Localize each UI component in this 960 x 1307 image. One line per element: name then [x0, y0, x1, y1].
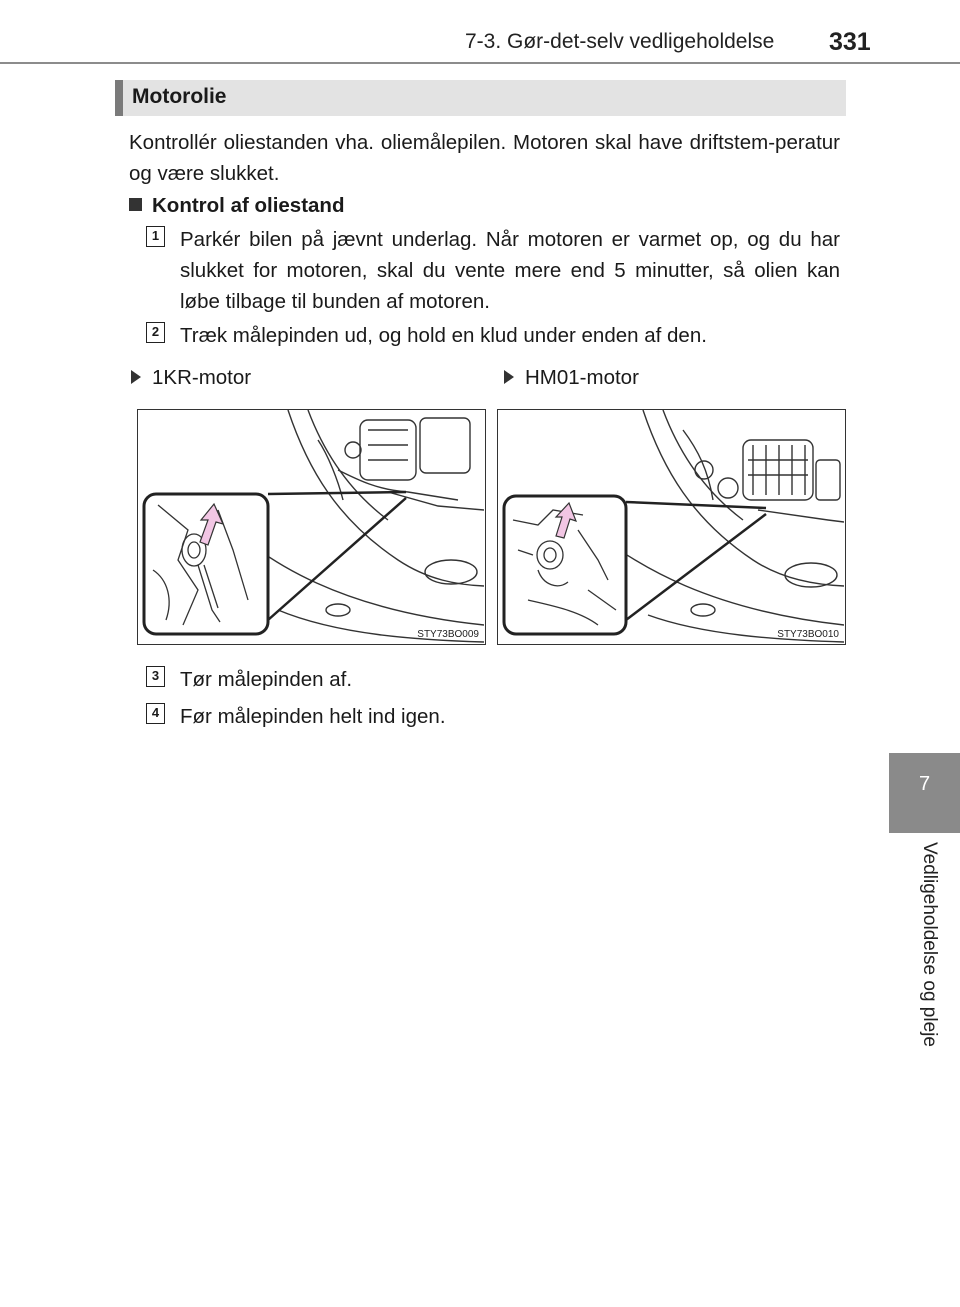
figure-code: STY73BO009	[417, 629, 479, 640]
triangle-bullet-icon	[131, 370, 141, 384]
subheading-text: Kontrol af oliestand	[152, 194, 345, 217]
triangle-bullet-icon	[504, 370, 514, 384]
step-text: Træk målepinden ud, og hold en klud under enden af den.	[180, 324, 707, 347]
step-text: Parkér bilen på jævnt underlag. Når motoren er varmet op, og du har slukket for motoren, skal du vente mere end 5 minutter, så olien kan løbe tilbage til bunden af motoren.	[180, 228, 840, 313]
engine-bay-drawing	[138, 410, 484, 643]
engine-variant-label: HM01-motor	[504, 366, 639, 390]
square-bullet-icon	[129, 198, 142, 211]
section-intro: Kontrollér oliestanden vha. oliemålepilen. Motoren skal have driftstem-peratur og være slukket.	[129, 131, 840, 185]
chapter-section-title: 7-3. Gør-det-selv vedligeholdelse	[465, 30, 775, 53]
engine-illustration-1kr	[137, 409, 486, 645]
step-number-badge: 4	[146, 703, 165, 724]
chapter-tab-number: 7	[918, 773, 931, 795]
section-bar-accent	[115, 80, 123, 116]
step-text: Tør målepinden af.	[180, 668, 353, 691]
chapter-tab	[889, 753, 960, 833]
chapter-tab-label: Vedligeholdelse og pleje	[919, 842, 940, 1047]
header-rule	[0, 62, 960, 64]
step-number-badge: 3	[146, 666, 165, 687]
section-title: Motorolie	[132, 85, 227, 108]
step-number-badge: 1	[146, 226, 165, 247]
figure-code: STY73BO010	[777, 629, 839, 640]
step-text: Før målepinden helt ind igen.	[180, 705, 446, 728]
page-number: 331	[829, 28, 871, 56]
engine-illustration-hm01	[497, 409, 846, 645]
step-number-badge: 2	[146, 322, 165, 343]
engine-bay-drawing	[498, 410, 844, 643]
subheading	[129, 194, 344, 218]
engine-variant-label: 1KR-motor	[131, 366, 251, 390]
section-title-bar	[115, 80, 846, 116]
